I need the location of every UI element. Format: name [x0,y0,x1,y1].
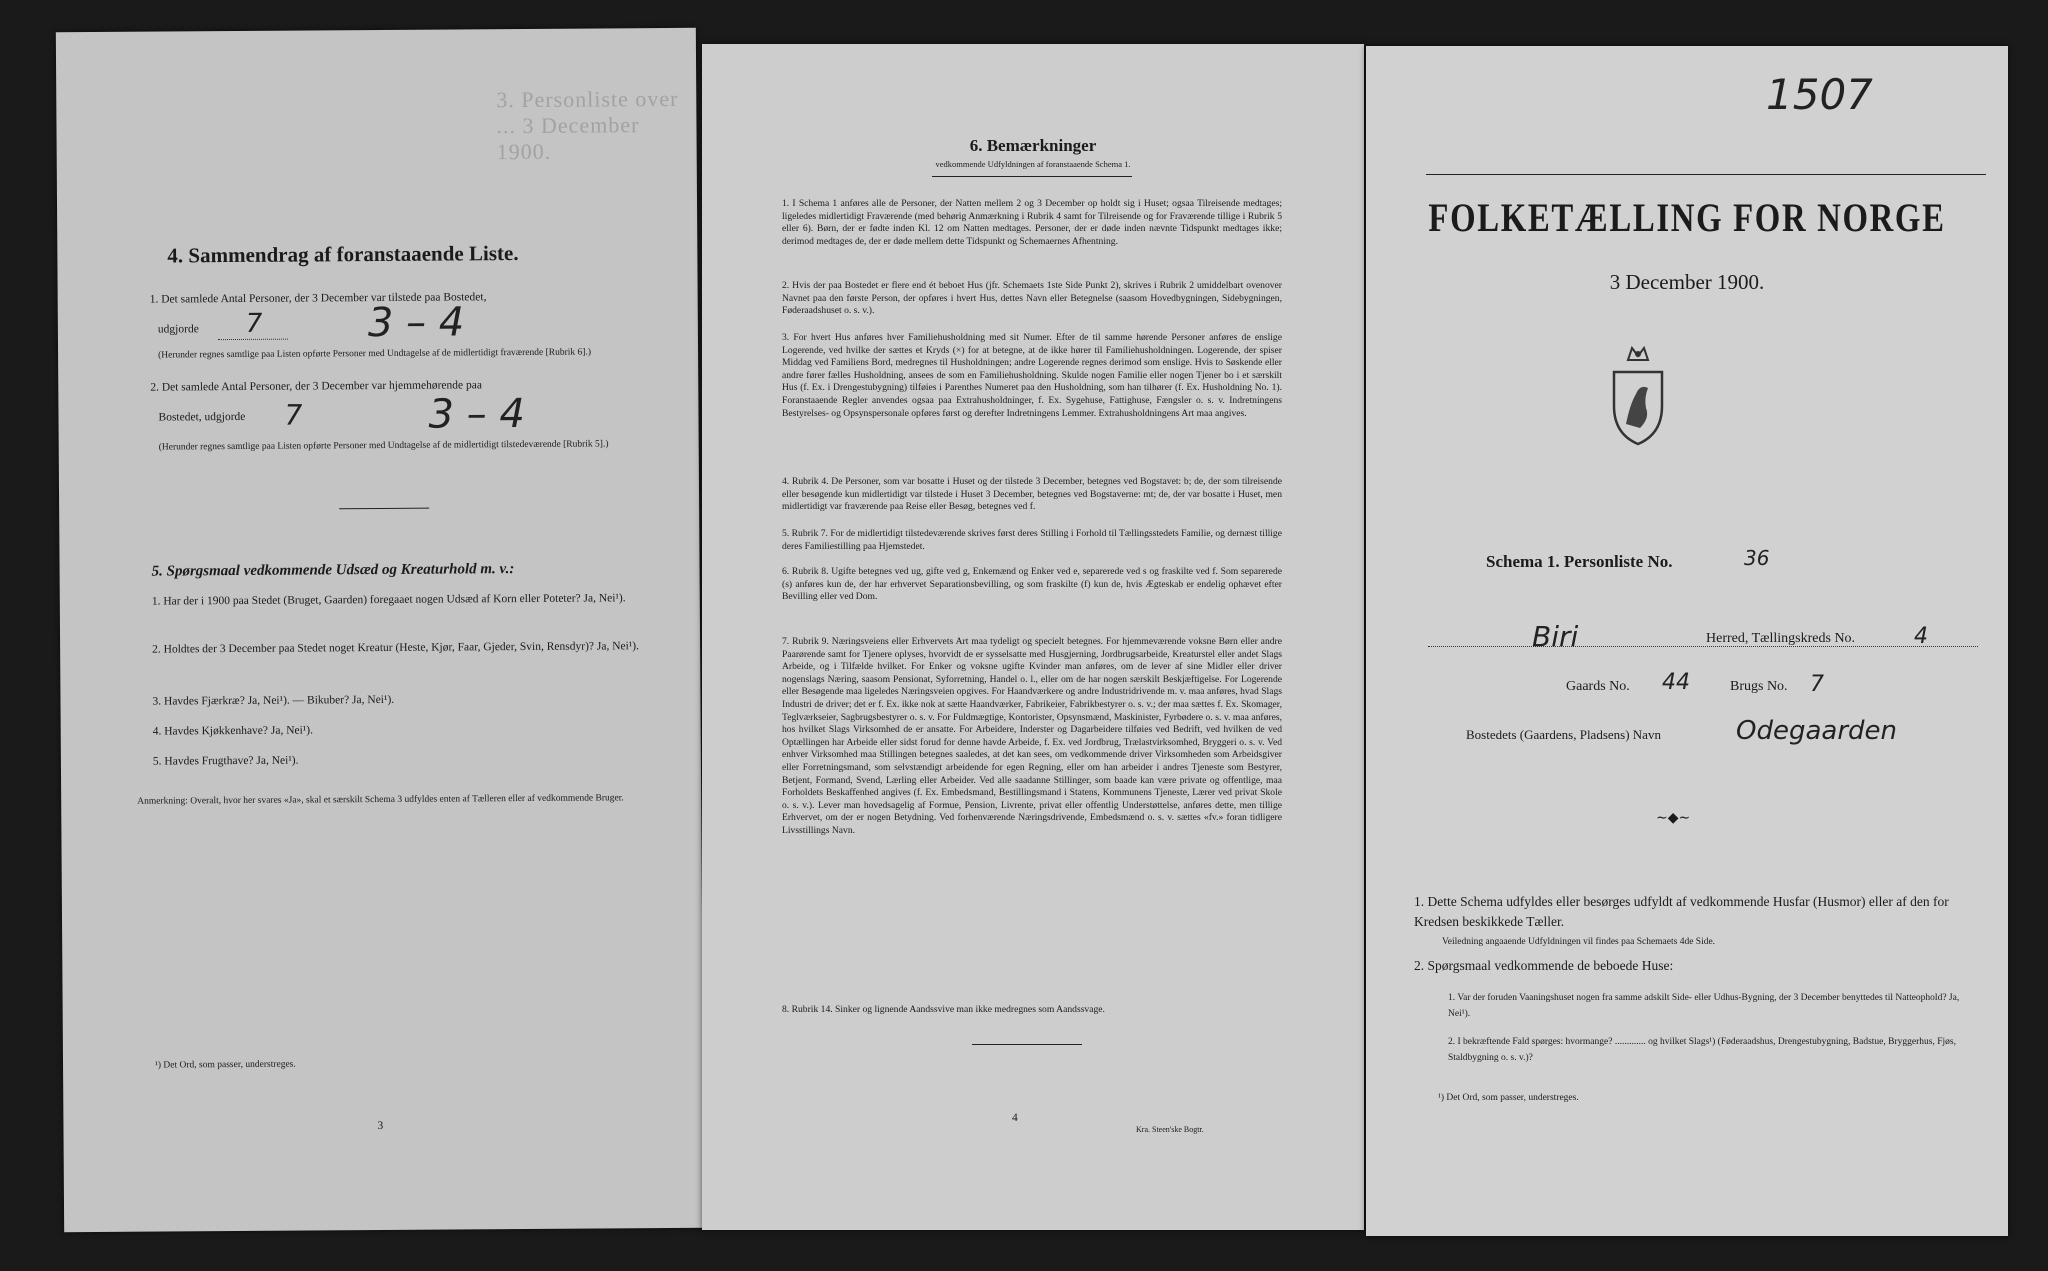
remark-item-3: 3. For hvert Hus anføres hver Familiehusholdning med sit Numer. Efter de til samme hørende Personer anføres de enslige Logerende, ved hvilke der sættes et Kryds (×) for at betegne, at de ikke hører til Familiehusholdningen. Logerende, der spiser Middag ved Familiens Bord, medregnes til Husholdningen; andre Logerende regnes derimod som enslige. Hvis to Søskende eller andre fører fælles Husholdning, ansees de som en Familiehusholdning. Skulde nogen Familie eller nogen Tjener bo i et særskilt Hus (f. Ex. i Drengestubygning) tilføies i Parenthes Numeret paa den Husholdning, som han tilhører (f. Ex. Husholdning No. 1). Foranstaaende Regler anvendes ogsaa paa Extrahusholdninger, f. Ex. Sygehuse, Fattighuse, Fængsler o. s. v. Indretningens Bestyrelses- og Opsynspersonale opføres først og derefter Indretningens Lemmer. Extrahusholdningens Art maa angives. [782,332,1282,419]
remarks-heading: 6. Bemærkninger [969,136,1097,155]
instruction-2-q2: 2. I bekræftende Fald spørges: hvormange? ............. og hvilket Slags¹) (Føderaadshus, Drengestubygning, Badstue, Bryggerhus, Fjøs, Staldbygning o. s. v.)? [1448,1037,1956,1063]
section4-item1-udgjorde: udgjorde [157,323,199,336]
remark-item-1: 1. I Schema 1 anføres alle de Personer, der Natten mellem 2 og 3 December op holdt sig i Huset; ogsaa Tilreisende medtages; ligeledes midlertidigt Fraværende (med behørig Anmærkning i Rubrik 4 samt for Tilreisende og for Fraværende tillige i Rubrik 5 eller 6). Børn, der er fødte inden Kl. 12 om Natten medtages. Personer, der er døde inden nævnte Tidspunkt medtages ikke; derimod medtages de, der er døde mellem dette Tidspunkt og Schemaernes Afhentning. [782,198,1282,247]
footnote: ¹) Det Ord, som passer, understreges. [155,1059,296,1071]
main-title: FOLKETÆLLING FOR NORGE [1428,195,1946,240]
section4-heading: 4. Sammendrag af foranstaaende Liste. [167,241,519,268]
section4-item1: 1. Det samlede Antal Personer, der 3 December var tilstede paa Bostedet, [149,291,487,306]
page-number: 4 [1012,1112,1018,1124]
section5-heading: 5. Spørgsmaal vedkommende Udsæd og Kreaturhold m. v.: [151,561,515,580]
ghost-title: 3. Personliste over ... 3 December 1900. [496,85,679,165]
left-page [56,28,704,1232]
section5-q4: 4. Havdes Kjøkkenhave? Ja, Nei¹). [152,724,313,738]
section4-item2: 2. Det samlede Antal Personer, der 3 December var hjemmehørende paa [150,379,482,394]
section4-item2-note: (Herunder regnes samtlige paa Listen opførte Personer med Undtagelse af de midlertidigt tilstedeværende [Rubrik 5].) [158,439,609,453]
census-date: 3 December 1900. [1609,270,1765,294]
remark-item-4: 4. Rubrik 4. De Personer, som var bosatte i Huset og der tilstede 3 December, betegnes ved Bogstavet: b; de, der som tilreisende eller besøgende kun midlertidigt var tilstede i Huset 3 December, betegnes ved Bogstaverne: mt; de, der var bosatte i Huset, men midlertidigt var fraværende paa Reise eller Besøg, betegnes ved f. [782,476,1282,513]
section5-q5: 5. Havdes Frugthave? Ja, Nei¹). [152,754,299,768]
remark-item-5: 5. Rubrik 7. For de midlertidigt tilstedeværende skrives først deres Stilling i Forhold til Tællingsstedets Familie, og dernæst tillige deres Familiestilling paa Hjemstedet. [782,528,1282,552]
divider [972,1044,1082,1045]
gaards-number: 44 [1662,670,1690,695]
printer-imprint: Kra. Steen'ske Bogtr. [1136,1125,1204,1134]
section4-item1-note: (Herunder regnes samtlige paa Listen opførte Personer med Undtagelse af de midlertidigt fraværende [Rubrik 6].) [158,347,592,361]
section4-item2-hw-range: 3 – 4 [428,390,525,438]
archive-number: 1507 [1766,70,1873,119]
brugs-label: Brugs No. [1730,679,1788,694]
instruction-1-note: Veiledning angaaende Udfyldningen vil findes paa Schemaets 4de Side. [1442,937,1716,947]
remark-item-7: 7. Rubrik 9. Næringsveiens eller Erhvervets Art maa tydeligt og specielt betegnes. For hjemmeværende voksne Børn eller andre Paarørende samt for Tjenere oplyses, hvorvidt de er sysselsatte med Husgjerning, Jordbrugsarbeide, Kreaturstel eller andet Slags Arbeide, og i Tilfælde hvilket. For Enker og voksne ugifte Kvinder man anføres, om de lever af sine Midler eller driver nogenslags Næring, saasom Pensionat, Syforretning, Handel o. l., eller om de har nogen særskilt Beskjæftigelse. For Logerende eller Besøgende maa ligeledes Næringsveien opgives. For Haandværkere og andre Industridrivende m. v. maa anføres, hvad Slags Industri de driver; det er f. Ex. ikke nok at sætte Haandværker, Fabrikeier, Fabrikbestyrer o. s. v.; der maa sættes f. Ex. Skomager, Teglværkseier, Sagbrugsbestyrer o. s. v. For Fuldmægtige, Kontorister, Opsynsmænd, Maskinister, Fyrbødere o. s. v. maa anføres, hos hvilket Slags Virksomhed de er ansatte. For Arbeidere, Inderster og Dagarbeidere tilføies ved Bedrift, ved hvilken de ved Optællingen har Arbeide eller sidst forud for denne havde Arbeide, f. Ex. ved Jordbrug, Trælastvirksomhed, Bryggeri o. s. v. Ved enhver Virksomhed maa Stillingen betegnes saaledes, at det kan sees, om vedkommende driver Virksomheden som Arbeidsgiver eller Forretningsmand, som selvstændigt arbeidende for egen Regning, eller om han arbeider i andres Tjeneste som Bestyrer, Betjent, Formand, Svend, Lærling eller Arbeider. Ved alle saadanne Stillinger, som baade kan være private og offentlige, maa Forholdets Beskaffenhed angives (f. Ex. Embedsmand, Bestillingsmand i Statens, Kommunens Tjeneste, Lærer ved privat Skole o. s. v.). Lever man hovedsagelig af Formue, Pension, Livrente, privat eller offentlig Understøttelse, anføres dette, men tillige Erhvervet, om der er nogen Betydning. Ved forhenværende Næringsdrivende, Embedsmænd o. s. v. sættes «fv.» foran tidligere Livsstillings Navn. [782,636,1282,836]
instruction-1: 1. Dette Schema udfyldes eller besørges udfyldt af vedkommende Husfar (Husmor) eller af den for Kredsen beskikkede Tæller. [1414,894,1949,929]
instruction-2-q1: 1. Var der foruden Vaaningshuset nogen fra samme adskilt Side- eller Udhus-Bygning, der 3 December benyttedes til Natteophold? Ja, Nei¹). [1448,993,1960,1019]
remarks-subheading: vedkommende Udfyldningen af foranstaaende Schema 1. [935,159,1131,169]
section4-item2-bostedet: Bostedet, udgjorde [158,410,246,424]
kreds-number: 4 [1914,624,1928,649]
right-page [1366,46,2008,1236]
section4-item1-hw-count: 7 [245,308,263,339]
schema-number: 36 [1744,546,1770,570]
ornament-divider: ∼◆∼ [1656,811,1691,826]
remark-item-8: 8. Rubrik 14. Sinker og lignende Aandssvive man ikke medregnes som Aandssvage. [782,1004,1105,1015]
herred-label: Herred, Tællingskreds No. [1706,631,1856,646]
instruction-2: 2. Spørgsmaal vedkommende de beboede Huse: [1414,958,1674,973]
section5-q1: 1. Har der i 1900 paa Stedet (Bruget, Gaarden) foregaaet nogen Udsæd af Korn eller Poteter? Ja, Nei¹). [151,592,626,608]
gaards-label: Gaards No. [1566,679,1630,694]
remark-item-6: 6. Rubrik 8. Ugifte betegnes ved ug, gifte ved g, Enkemænd og Enker ved e, separerede ved s og fraskilte ved f. Som separerede (s) anføres kun de, der har erhvervet Separationsbevilling, og som fraskilte (f) kun de, hvis Ægteskab er endelig ophævet efter Bevilling eller ved Dom. [782,566,1282,603]
herred-name: Biri [1532,620,1579,653]
section4-item1-hw-range: 3 – 4 [367,299,465,347]
bosted-label: Bostedets (Gaardens, Pladsens) Navn [1466,727,1661,742]
section4-item2-hw-count: 7 [284,398,303,432]
section5-q2: 2. Holdtes der 3 December paa Stedet noget Kreatur (Heste, Kjør, Faar, Gjeder, Svin, Rensdyr)? Ja, Nei¹). [152,640,639,656]
brugs-number: 7 [1810,672,1824,697]
section5-q3: 3. Havdes Fjærkræ? Ja, Nei¹). — Bikuber? Ja, Nei¹). [152,693,395,708]
remark-item-2: 2. Hvis der paa Bostedet er flere end ét beboet Hus (jfr. Schemaets 1ste Side Punkt 2), skrives i Rubrik 2 umiddelbart ovenover Navnet paa den første Person, der opføres i hvert Hus, dettes Navn eller Betegnelse (saasom Hovedbygningen, Sidebygningen, Føderaadshuset o. s. v.). [782,280,1282,317]
coat-of-arms-icon [1606,344,1670,448]
page-number: 3 [377,1119,384,1133]
divider [339,508,429,510]
schema-label: Schema 1. Personliste No. [1486,552,1673,571]
footnote: ¹) Det Ord, som passer, understreges. [1438,1093,1579,1103]
middle-page [702,44,1364,1230]
bosted-name: Odegaarden [1736,716,1898,746]
section5-anmerkning: Anmerkning: Overalt, hvor her svares «Ja», skal et særskilt Schema 3 udfyldes enten af Tælleren eller af vedkommende Bruger. [137,793,624,807]
